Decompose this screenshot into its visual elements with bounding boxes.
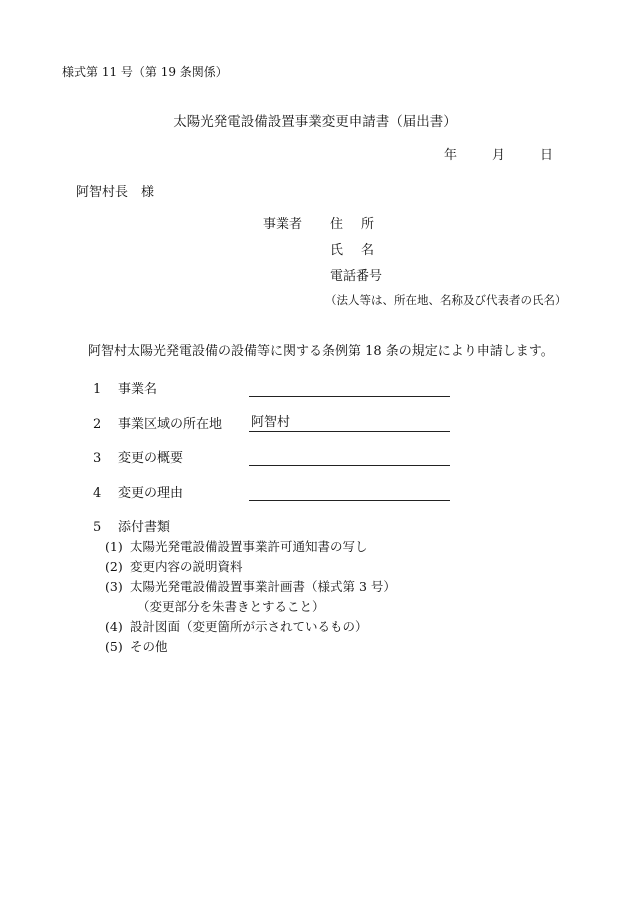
attachment-item: [105, 641, 505, 657]
item-label: 事業区域の所在地: [118, 417, 223, 432]
item-number: 1: [93, 382, 102, 397]
date-month-label: 月: [492, 148, 506, 163]
phone-label: 電話番号: [330, 269, 383, 284]
item-label: 変更の理由: [118, 486, 184, 501]
attachment-item: [105, 561, 505, 577]
item-number: 2: [93, 417, 102, 432]
date-day-label: 日: [540, 148, 554, 163]
date-line: [0, 149, 630, 163]
form-number: 様式第 11 号（第 19 条関係）: [62, 65, 228, 79]
item-number: 3: [93, 451, 102, 466]
attachment-item: [105, 581, 505, 597]
attachment-text: その他: [130, 639, 168, 654]
attachment-text: 太陽光発電設備設置事業計画書（様式第 3 号）: [130, 579, 396, 594]
attachment-text: 設計図面（変更箇所が示されているもの）: [130, 619, 368, 634]
item-number: 5: [93, 520, 102, 535]
change-summary-field[interactable]: [249, 450, 450, 466]
change-reason-field[interactable]: [249, 485, 450, 501]
addressee: 阿智村長 様: [76, 185, 155, 200]
item-number: 4: [93, 486, 102, 501]
attachment-text: 太陽光発電設備設置事業許可通知書の写し: [130, 539, 368, 554]
applicant-label: 事業者: [263, 217, 303, 232]
document-title: 太陽光発電設備設置事業変更申請書（届出書）: [173, 114, 457, 130]
item-label: 添付書類: [118, 520, 171, 535]
attachment-number: (3): [105, 579, 123, 594]
attachment-number: (1): [105, 539, 123, 554]
attachment-item: [105, 541, 505, 557]
attachment-text: 変更内容の説明資料: [130, 559, 243, 574]
corporate-note: （法人等は、所在地、名称及び代表者の氏名）: [325, 293, 567, 307]
attachment-number: (4): [105, 619, 123, 634]
application-statement: 阿智村太陽光発電設備の設備等に関する条例第 18 条の規定により申請します。: [88, 344, 554, 359]
attachment-number: (2): [105, 559, 123, 574]
attachment-item: [105, 621, 505, 637]
name-label: 氏名: [330, 243, 393, 258]
attachment-number: (5): [105, 639, 123, 654]
address-label: 住所: [330, 217, 393, 232]
attachment-sub-note: （変更部分を朱書きとすること）: [137, 599, 325, 614]
item-label: 事業名: [118, 382, 158, 397]
date-year-label: 年: [444, 148, 458, 163]
project-location-field[interactable]: 阿智村: [249, 416, 450, 432]
item-attachments: [93, 521, 293, 537]
project-name-field[interactable]: [249, 381, 450, 397]
item-label: 変更の概要: [118, 451, 184, 466]
